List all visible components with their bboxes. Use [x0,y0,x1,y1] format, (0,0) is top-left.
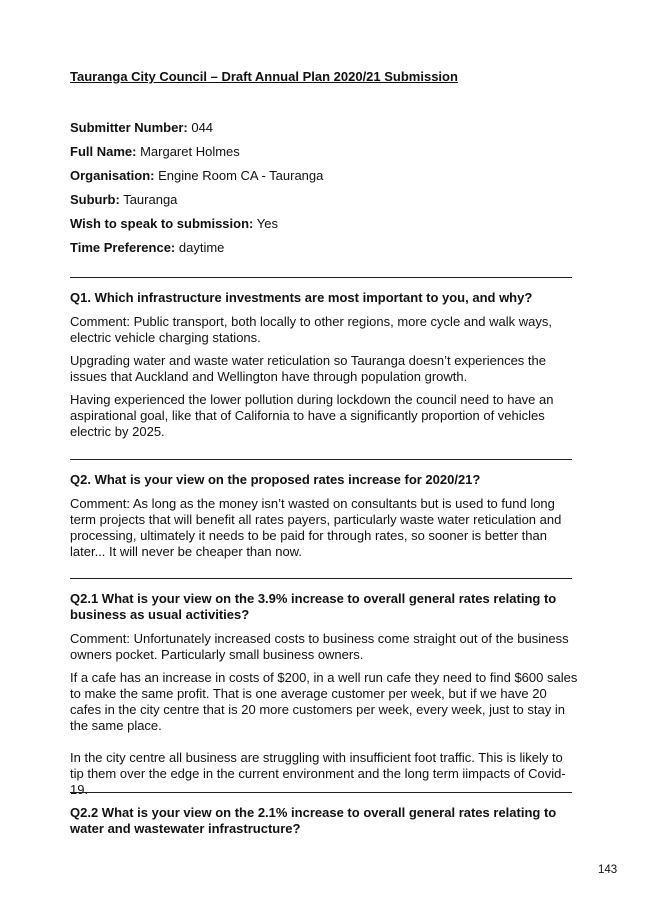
organisation-value: Engine Room CA - Tauranga [154,168,324,183]
wish-to-speak-label: Wish to speak to submission: [70,216,254,231]
suburb [70,192,177,207]
wish-to-speak-value: Yes [253,216,278,231]
document-title: Tauranga City Council – Draft Annual Plan 2020/21 Submission [70,69,458,84]
wish-to-speak [70,216,278,231]
submitter-number-label: Submitter Number: [70,120,188,135]
divider [70,459,572,460]
q1-comment: Comment: Public transport, both locally to other regions, more cycle and walk ways, electric vehicle charging stations. [70,314,552,345]
q21-comment: Comment: Unfortunately increased costs to business come straight out of the business owners pocket. Particularly small business owners. [70,631,569,662]
time-preference-value: daytime [175,240,225,255]
organisation-label: Organisation: [70,168,155,183]
q21-paragraph-2: If a cafe has an increase in costs of $200, in a well run cafe they need to find $600 sales to make the same profit. That is one average customer per week, but if we have 20 cafes in the city centre that is 20 more customers per week, every week, just to stay in the same place. [70,670,578,733]
q1-paragraph-2: Upgrading water and waste water reticulation so Tauranga doesn’t experiences the issues that Auckland and Wellington have through population growth. [70,353,546,384]
time-preference-label: Time Preference: [70,240,176,255]
divider [70,578,572,579]
suburb-value: Tauranga [119,192,178,207]
q21-paragraph-3: In the city centre all business are struggling with insufficient foot traffic. This is likely to tip them over the edge in the current environment and the long term iimpacts of Covid-19. [70,750,566,797]
q1-question: Q1. Which infrastructure investments are most important to you, and why? [70,290,533,305]
q2-question: Q2. What is your view on the proposed rates increase for 2020/21? [70,472,481,487]
q2-comment: Comment: As long as the money isn’t wasted on consultants but is used to fund long term projects that will benefit all rates payers, particularly waste water reticulation and processing, ultimately it needs to be paid for through rates, so sooner is better than later... It will never be cheaper than now. [70,496,562,559]
divider [70,792,572,793]
submitter-number-value: 044 [187,120,214,135]
full-name-value: Margaret Holmes [136,144,240,159]
organisation [70,168,323,183]
time-preference [70,240,224,255]
full-name [70,144,240,159]
q21-question: Q2.1 What is your view on the 3.9% increase to overall general rates relating to business as usual activities? [70,591,557,622]
q22-question: Q2.2 What is your view on the 2.1% increase to overall general rates relating to water and wastewater infrastructure? [70,805,557,836]
submitter-number [70,120,213,135]
suburb-label: Suburb: [70,192,120,207]
q1-paragraph-3: Having experienced the lower pollution during lockdown the council need to have an aspirational goal, like that of California to have a significantly proportion of vehicles electric by 2025. [70,392,554,439]
full-name-label: Full Name: [70,144,137,159]
divider [70,277,572,278]
page-number: 143 [598,864,618,876]
